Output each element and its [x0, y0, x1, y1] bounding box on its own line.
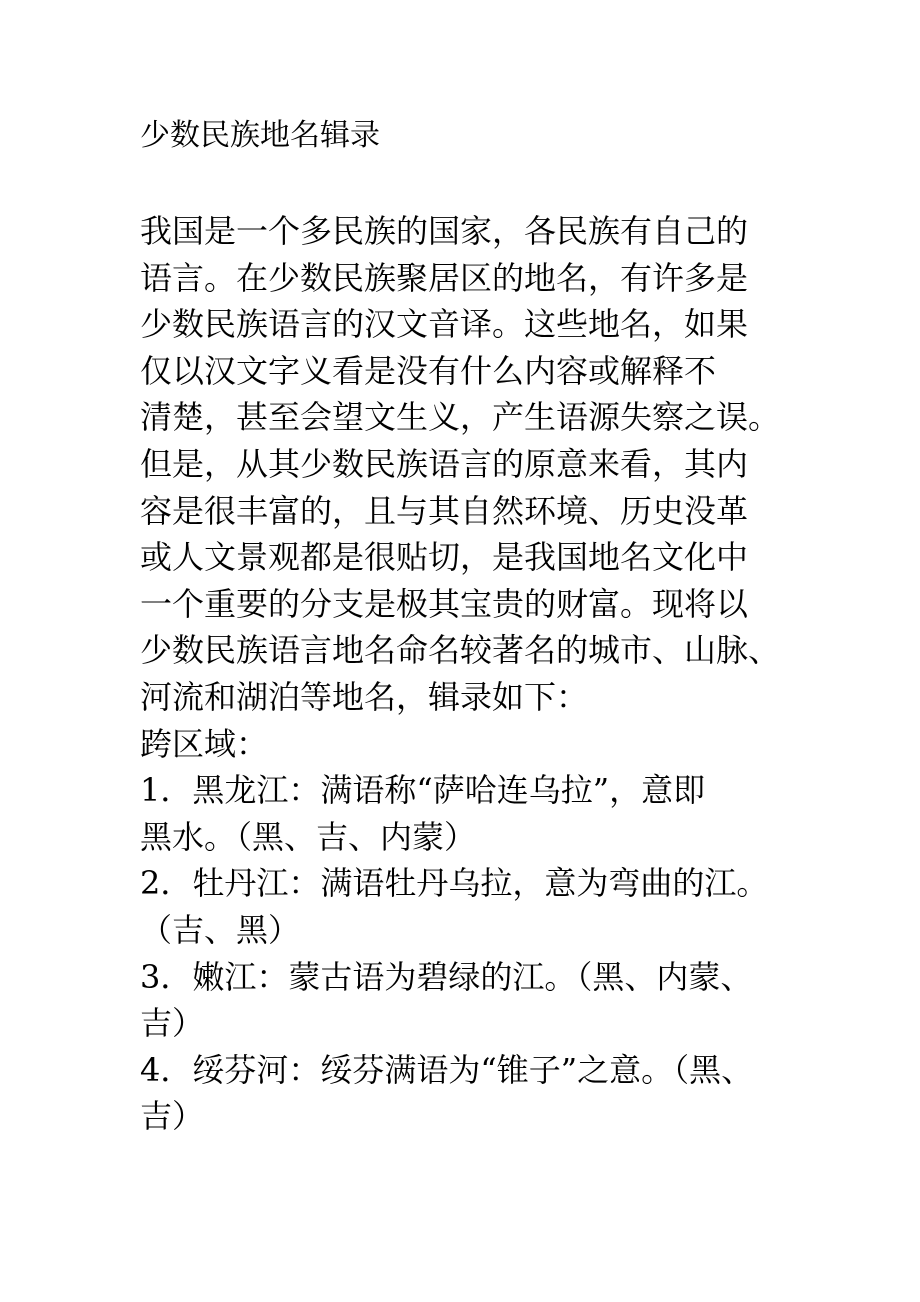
- text-line: 语言。在少数民族聚居区的地名，有许多是: [140, 258, 749, 297]
- list-item-line: 黑水。（黑、吉、内蒙）: [140, 817, 477, 856]
- list-item-line: 1．黑龙江：满语称“萨哈连乌拉”，意即: [140, 771, 706, 810]
- list-item-line: 吉）: [140, 1097, 205, 1136]
- document-body: [140, 208, 785, 1140]
- list-item-line: 吉）: [140, 1004, 205, 1043]
- text-line: 河流和湖泊等地名，辑录如下：: [140, 677, 589, 716]
- list-item-line: 3．嫩江：蒙古语为碧绿的江。（黑、内蒙、: [140, 957, 753, 996]
- text-line: 少数民族语言的汉文音译。这些地名，如果: [140, 305, 749, 344]
- text-line: 或人文景观都是很贴切，是我国地名文化中: [140, 538, 749, 577]
- text-line: 我国是一个多民族的国家，各民族有自己的: [140, 212, 749, 250]
- text-line: 少数民族语言地名命名较著名的城市、山脉、: [140, 631, 781, 670]
- text-line: 仅以汉文字义看是没有什么内容或解释不: [140, 351, 717, 390]
- text-line: 一个重要的分支是极其宝贵的财富。现将以: [140, 584, 749, 623]
- document-page: [140, 112, 785, 1140]
- list-item-line: （吉、黑）: [140, 910, 301, 949]
- text-line: 容是很丰富的，且与其自然环境、历史没革: [140, 491, 749, 530]
- section-heading: 跨区域：: [140, 724, 269, 763]
- text-line: 清楚，甚至会望文生义，产生语源失察之误。: [140, 398, 781, 437]
- list-item-line: 4．绥芬河：绥芬满语为“锥子”之意。（黑、: [140, 1050, 754, 1089]
- text-line: 但是，从其少数民族语言的原意来看，其内: [140, 444, 749, 483]
- document-title: 少数民族地名辑录: [140, 118, 380, 153]
- list-item-line: 2．牡丹江：满语牡丹乌拉，意为弯曲的江。: [140, 864, 769, 903]
